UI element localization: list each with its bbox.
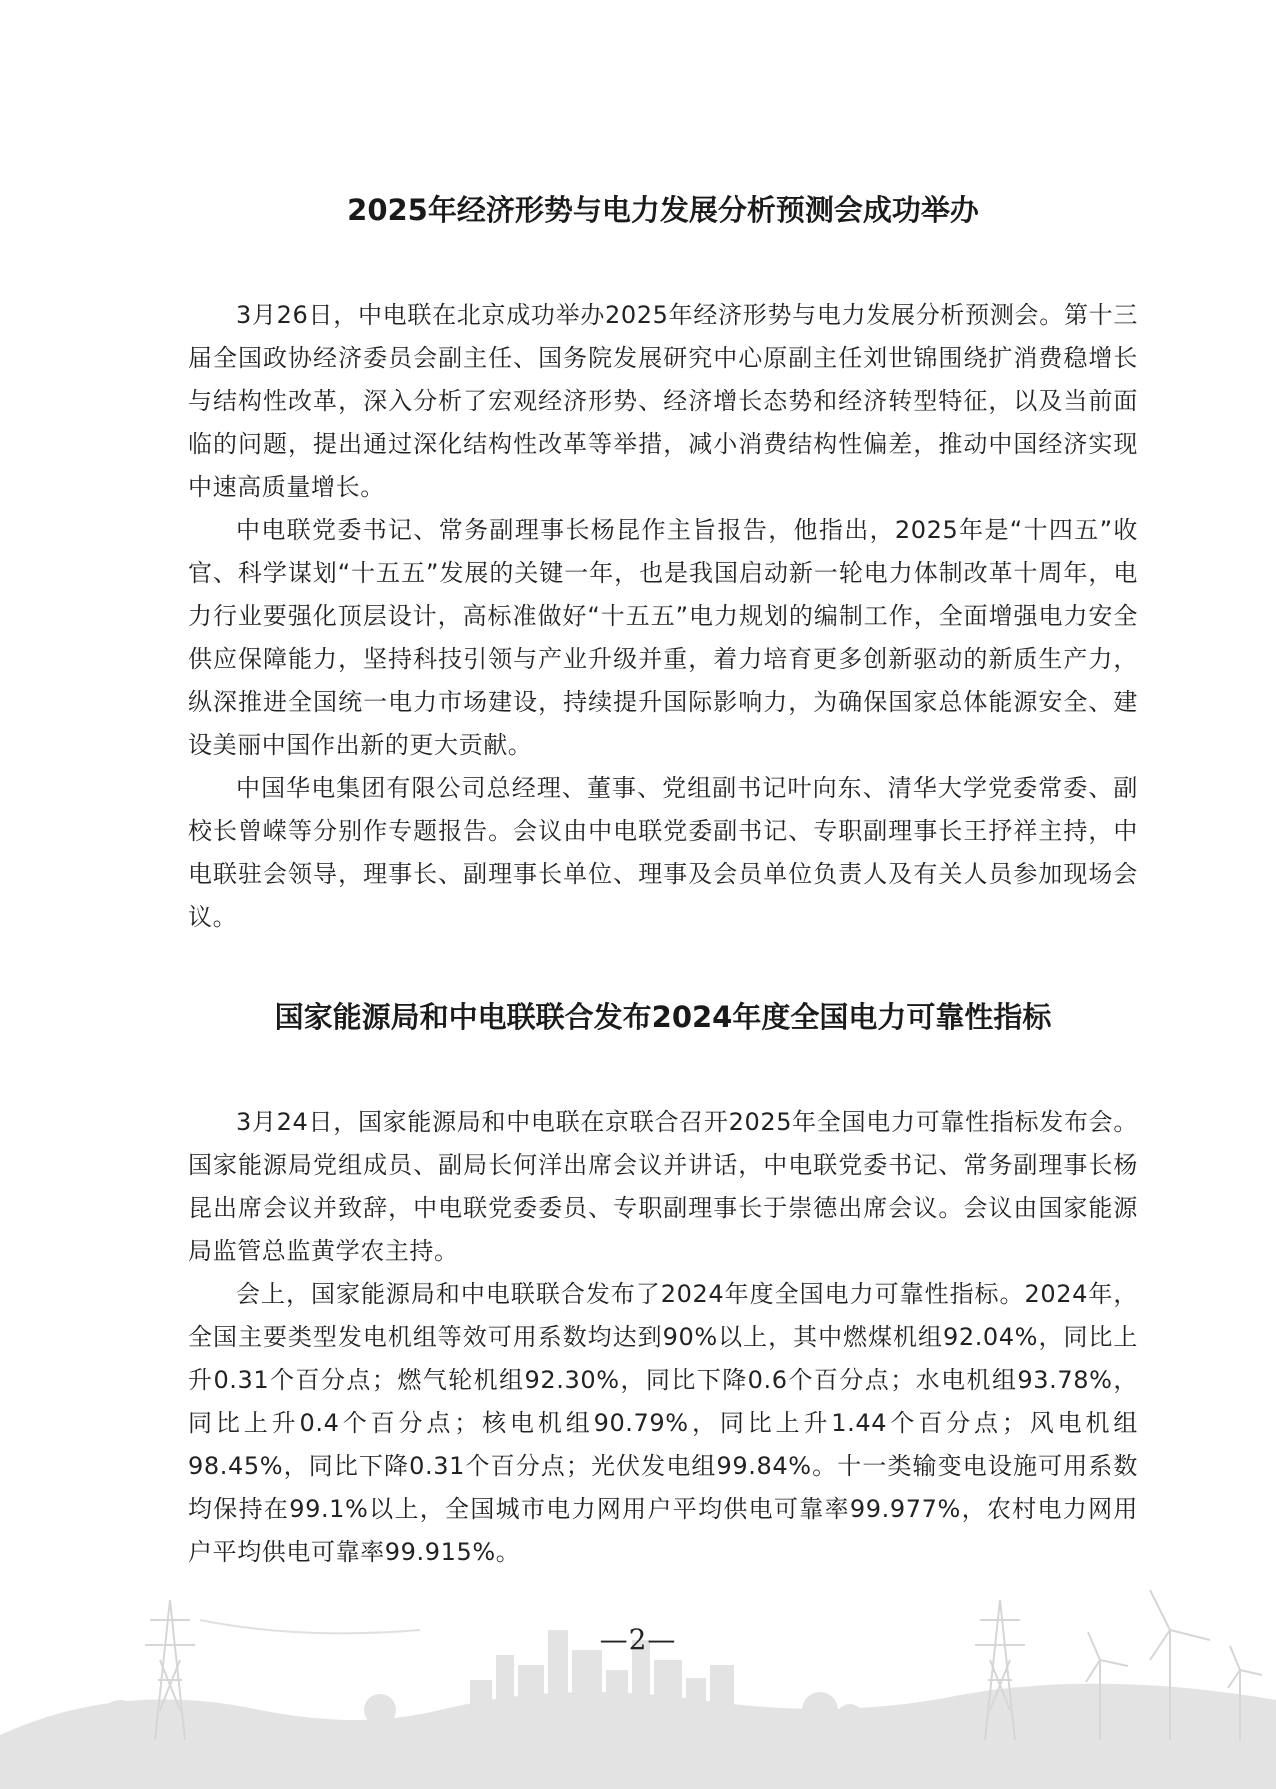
article-paragraph: 3月24日，国家能源局和中电联在京联合召开2025年全国电力可靠性指标发布会。国家能源局党组成员、副局长何洋出席会议并讲话，中电联党委书记、常务副理事长杨昆出席会议并致辞，中电联党委委员、专职副理事长于崇德出席会议。会议由国家能源局监管总监黄学农主持。 [188, 1108, 1138, 1265]
article-paragraph: 中电联党委书记、常务副理事长杨昆作主旨报告，他指出，2025年是“十四五”收官、科学谋划“十五五”发展的关键一年，也是我国启动新一轮电力体制改革十周年，电力行业要强化顶层设计，高标准做好“十五五”电力规划的编制工作，全面增强电力安全供应保障能力，坚持科技引领与产业升级并重，着力培育更多创新驱动的新质生产力，纵深推进全国统一电力市场建设，持续提升国际影响力，为确保国家总体能源安全、建设美丽中国作出新的更大贡献。 [188, 516, 1138, 759]
article-paragraph: 会上，国家能源局和中电联联合发布了2024年度全国电力可靠性指标。2024年，全国主要类型发电机组等效可用系数均达到90%以上，其中燃煤机组92.04%，同比上升0.31个百分点；燃气轮机组92.30%，同比下降0.6个百分点；水电机组93.78%，同比上升0.4个百分点；核电机组90.79%，同比上升1.44个百分点；风电机组98.45%，同比下降0.31个百分点；光伏发电组99.84%。十一类输变电设施可用系数均保持在99.1%以上，全国城市电力网用户平均供电可靠率99.977%，农村电力网用户平均供电可靠率99.915%。 [188, 1280, 1138, 1566]
article-power-reliability-indicators [188, 993, 1138, 1574]
article-title: 2025年经济形势与电力发展分析预测会成功举办 [347, 193, 979, 227]
article-power-forecast-meeting [188, 186, 1138, 939]
article-paragraph: 中国华电集团有限公司总经理、董事、党组副书记叶向东、清华大学党委常委、副校长曾嵘等分别作专题报告。会议由中电联党委副书记、专职副理事长王抒祥主持，中电联驻会领导，理事长、副理事长单位、理事及会员单位负责人及有关人员参加现场会议。 [188, 774, 1138, 931]
article-paragraph: 3月26日，中电联在北京成功举办2025年经济形势与电力发展分析预测会。第十三届全国政协经济委员会副主任、国务院发展研究中心原副主任刘世锦围绕扩消费稳增长与结构性改革，深入分析了宏观经济形势、经济增长态势和经济转型特征，以及当前面临的问题，提出通过深化结构性改革等举措，减小消费结构性偏差，推动中国经济实现中速高质量增长。 [188, 301, 1138, 501]
article-title: 国家能源局和中电联联合发布2024年度全国电力可靠性指标 [274, 1000, 1052, 1034]
page-number: —2— [599, 1623, 677, 1656]
city-skyline-illustration [0, 1560, 1276, 1789]
